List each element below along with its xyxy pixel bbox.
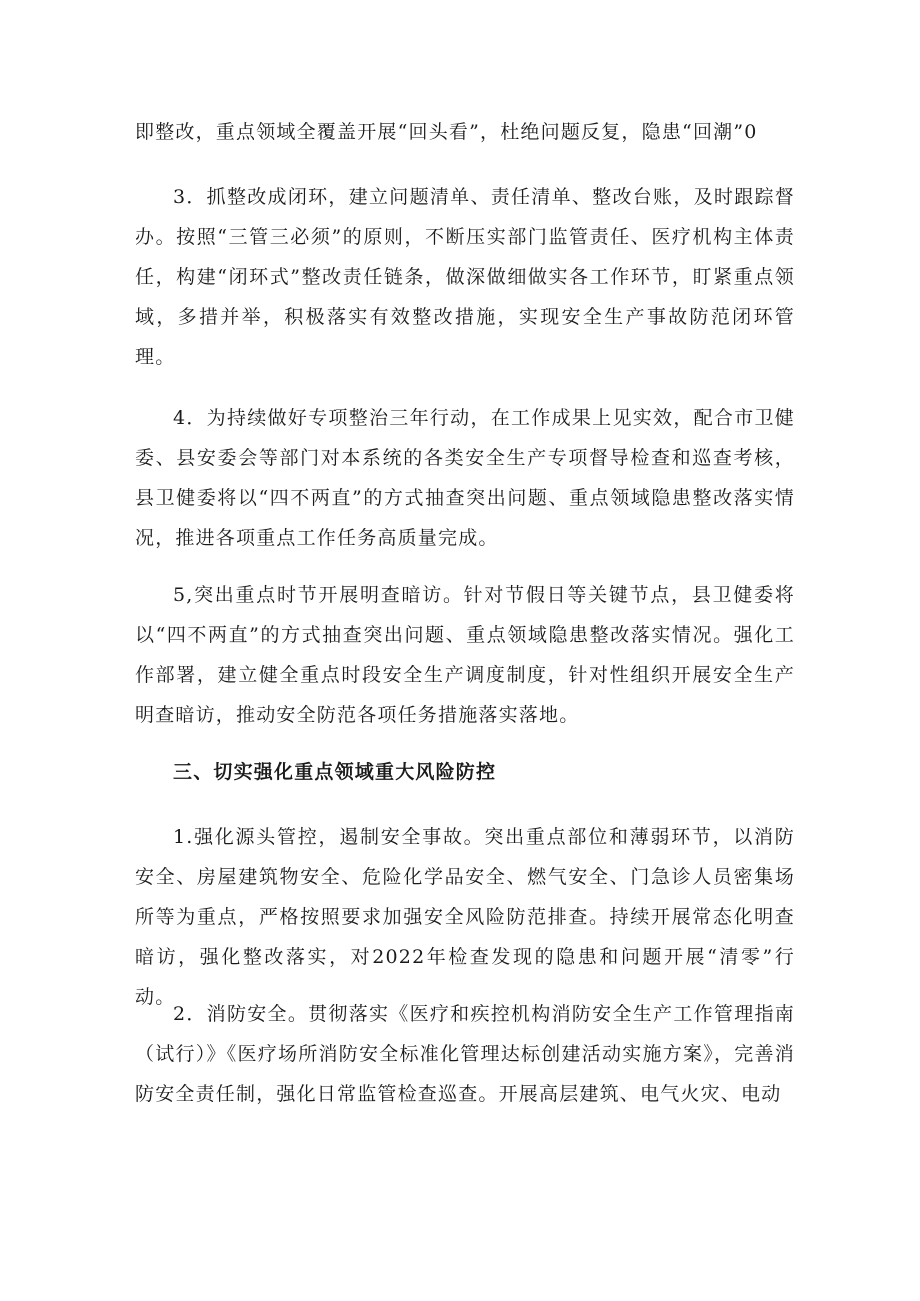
paragraph-item-3: 3．抓整改成闭环，建立问题清单、责任清单、整改台账，及时跟踪督办。按照“三管三必须”的原则，不断压实部门监管责任、医疗机构主体责任，构建“闭环式”整改责任链条，做深做细做实各工作环节，盯紧重点领域，多措并举，积极落实有效整改措施，实现安全生产事故防范闭环管理。 (135, 186, 795, 368)
section-heading-3: 三、切实强化重点领域重大风险防控 (173, 761, 497, 783)
paragraph-item-1: 1.强化源头管控，遏制安全事故。突出重点部位和薄弱环节，以消防安全、房屋建筑物安全、危险化学品安全、燃气安全、门急诊人员密集场所等为重点，严格按照要求加强安全风险防范排查。持续开展常态化明查暗访，强化整改落实，对2022年检查发现的隐患和问题开展“清零”行动。 (135, 826, 795, 1008)
paragraph-item-5: 5,突出重点时节开展明查暗访。针对节假日等关键节点，县卫健委将以“四不两直”的方式抽查突出问题、重点领域隐患整改落实情况。强化工作部署，建立健全重点时段安全生产调度制度，针对性组织开展安全生产明查暗访，推动安全防范各项任务措施落实落地。 (135, 584, 795, 726)
paragraph-item-4: 4．为持续做好专项整治三年行动，在工作成果上见实效，配合市卫健委、县安委会等部门对本系统的各类安全生产专项督导检查和巡查考核，县卫健委将以“四不两直”的方式抽查突出问题、重点领域隐患整改落实情况，推进各项重点工作任务高质量完成。 (135, 407, 795, 549)
paragraph-item-2: 2．消防安全。贯彻落实《医疗和疾控机构消防安全生产工作管理指南（试行）》《医疗场所消防安全标准化管理达标创建活动实施方案》，完善消防安全责任制，强化日常监管检查巡查。开展高层建筑、电气火灾、电动 (135, 1003, 795, 1105)
paragraph-continuation: 即整改，重点领域全覆盖开展“回头看”，杜绝问题反复，隐患“回潮”0 (135, 121, 758, 143)
